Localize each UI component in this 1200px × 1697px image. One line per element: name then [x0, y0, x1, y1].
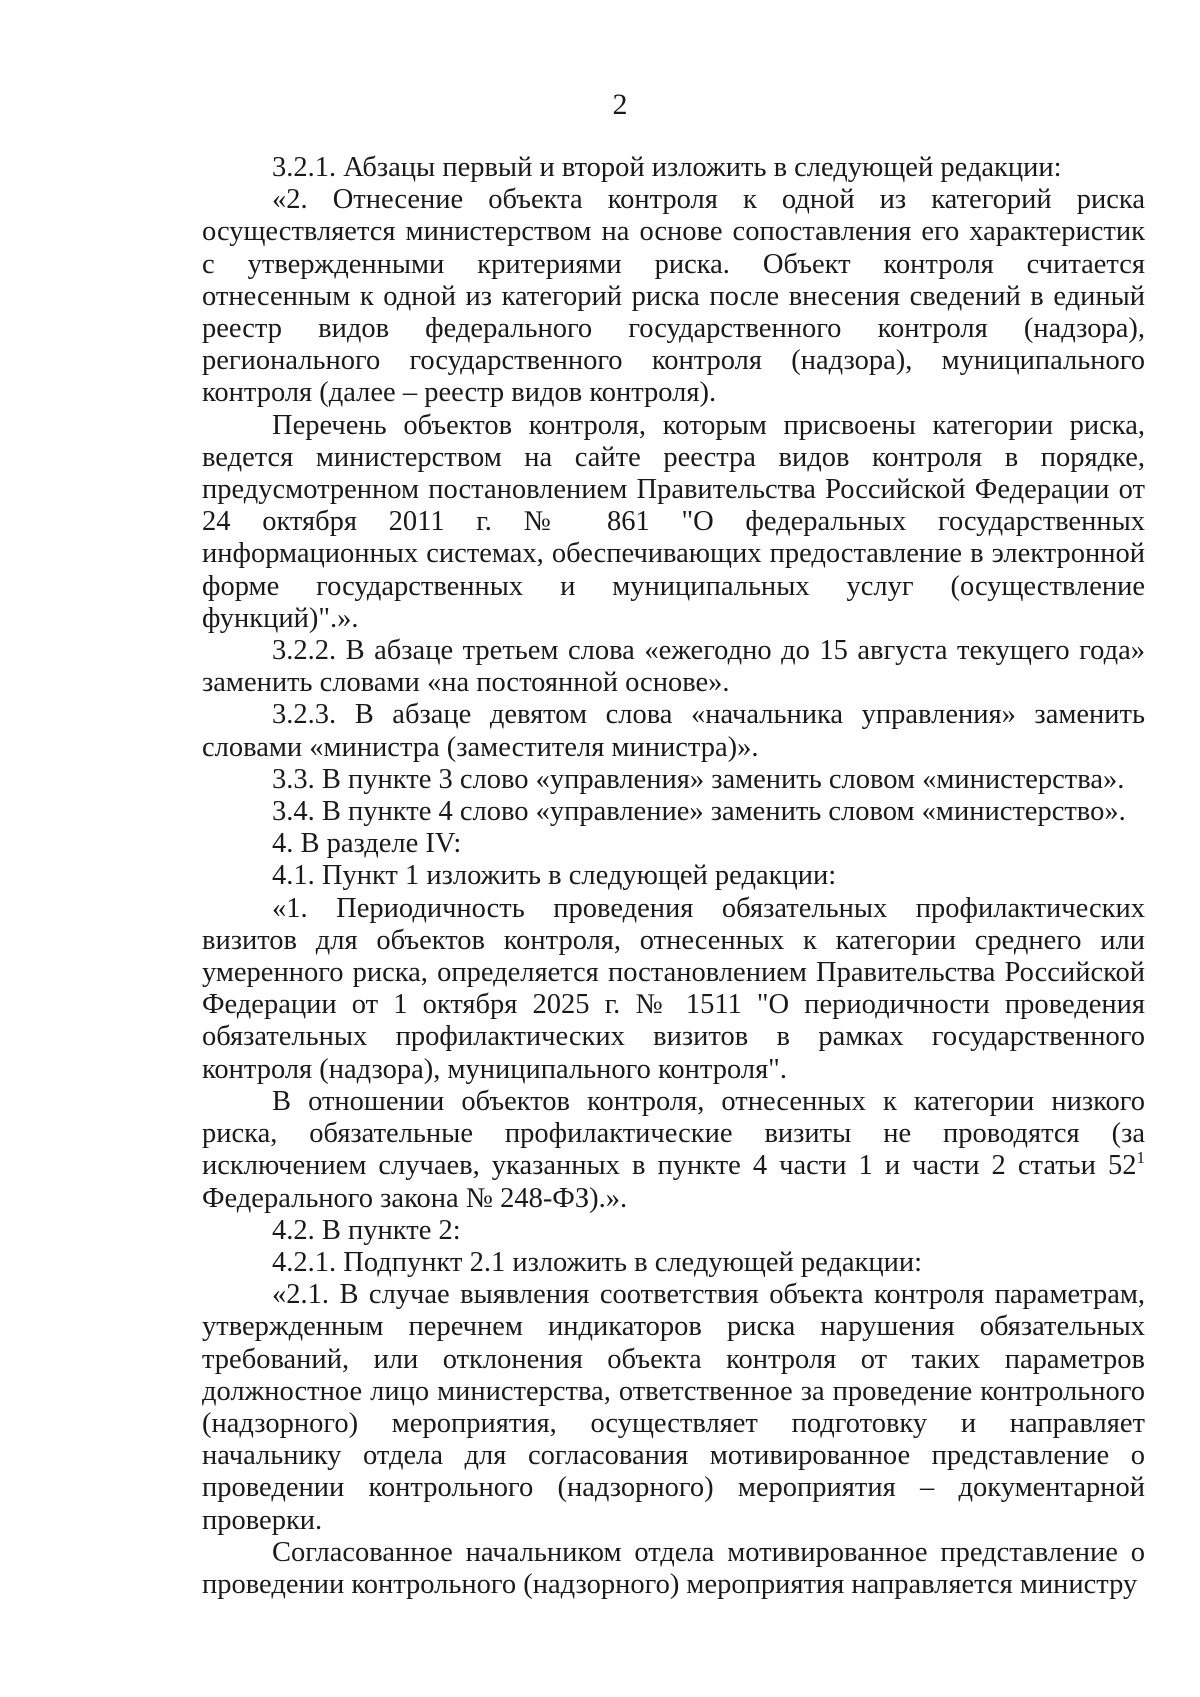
paragraph-quote-2-1: «2.1. В случае выявления соответствия объекта контроля параметрам, утвержденным перечнем индикаторов риска нарушения обязательных требований, или отклонения объекта контроля от таких параметров должностное лицо министерства, ответственное за проведение контрольного (надзорного) мероприятия, осуществляет подготовку и направляет начальнику отдела для согласования мотивированное представление о проведении контрольного (надзорного) мероприятия – документарной проверки. [202, 1279, 1145, 1536]
paragraph-3-2-3: 3.2.3. В абзаце девятом слова «начальника управления» заменить словами «министра (заместителя министра)». [202, 699, 1145, 763]
paragraph-4-1: 4.1. Пункт 1 изложить в следующей редакции: [272, 860, 837, 892]
page-number: 2 [612, 88, 628, 121]
paragraph-4-2: 4.2. В пункте 2: [272, 1214, 461, 1246]
paragraph-objects-list: Перечень объектов контроля, которым присвоены категории риска, ведется министерством на сайте реестра видов контроля в порядке, предусмотренном постановлением Правительства Российской Федерации от 24 октября 2011 г. № 861 "О федеральных государственных информационных системах, обеспечивающих предоставление в электронной форме государственных и муниципальных услуг (осуществление функций)".». [202, 409, 1145, 634]
paragraph-3-2-2: 3.2.2. В абзаце третьем слова «ежегодно до 15 августа текущего года» заменить словами «на постоянной основе». [202, 635, 1145, 699]
document-body [202, 152, 1145, 1601]
paragraph-quote-1: «1. Периодичность проведения обязательных профилактических визитов для объектов контроля, отнесенных к категории среднего или умеренного риска, определяется постановлением Правительства Российской Федерации от 1 октября 2025 г. № 1511 "О периодичности проведения обязательных профилактических визитов в рамках государственного контроля (надзора), муниципального контроля". [202, 892, 1145, 1085]
paragraph-3-2-1: 3.2.1. Абзацы первый и второй изложить в следующей редакции: [272, 152, 1062, 183]
paragraph-low-risk [202, 1086, 1145, 1215]
paragraph-4-section: 4. В разделе IV: [272, 828, 462, 860]
paragraph-low-risk-text: В отношении объектов контроля, отнесенных к категории низкого риска, обязательные профилактические визиты не проводятся (за исключением случаев, указанных в пункте 4 части 1 и части 2 статьи 52 [202, 1085, 1145, 1182]
paragraph-low-risk-tail: Федерального закона № 248-ФЗ).». [202, 1182, 628, 1214]
paragraph-4-2-1: 4.2.1. Подпункт 2.1 изложить в следующей редакции: [272, 1246, 923, 1278]
superscript-mark: 1 [1136, 1148, 1145, 1168]
paragraph-3-4: 3.4. В пункте 4 слово «управление» заменить словом «министерство». [272, 796, 1126, 828]
paragraph-agreed-submission: Согласованное начальником отдела мотивированное представление о проведении контрольного (надзорного) мероприятия направляется министру [202, 1536, 1145, 1600]
paragraph-3-3: 3.3. В пункте 3 слово «управления» заменить словом «министерства». [272, 763, 1125, 795]
paragraph-quote-2: «2. Отнесение объекта контроля к одной из категорий риска осуществляется министерством на основе сопоставления его характеристик с утвержденными критериями риска. Объект контроля считается отнесенным к одной из категорий риска после внесения сведений в единый реестр видов федерального государственного контроля (надзора), регионального государственного контроля (надзора), муниципального контроля (далее – реестр видов контроля). [202, 184, 1145, 409]
